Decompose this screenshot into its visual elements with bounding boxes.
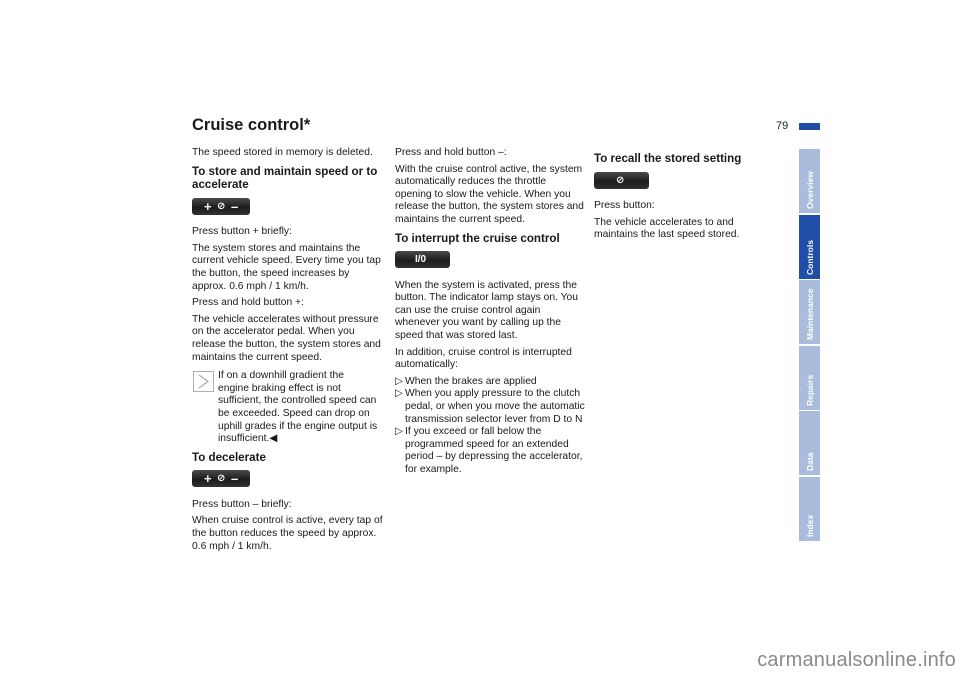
- side-tabs: [799, 149, 820, 542]
- plus-icon: +: [204, 198, 212, 214]
- tab-label: Repairs: [804, 374, 815, 406]
- paragraph: Press button – briefly:: [192, 498, 292, 510]
- tab-label: Controls: [804, 239, 815, 275]
- cruise-control-button-icon: [192, 198, 250, 215]
- tab-overview[interactable]: [799, 149, 820, 213]
- recall-button-icon: [594, 172, 649, 189]
- watermark: carmanualsonline.info: [757, 649, 956, 671]
- paragraph: The vehicle accelerates without pressure on the accelerator pedal. When you release the button, the system stores and maintains the current speed.: [192, 313, 381, 363]
- column-1: [192, 147, 385, 557]
- paragraph: In addition, cruise control is interrupted automatically:: [395, 346, 572, 371]
- list-item: ▷ When the brakes are applied: [395, 375, 537, 387]
- tab-label: Maintenance: [804, 288, 815, 340]
- tab-label: Index: [804, 514, 815, 537]
- bullet-arrow-icon: ▷: [395, 375, 403, 387]
- paragraph: Press and hold button +:: [192, 297, 304, 309]
- list-item: ▷ If you exceed or fall below the programmed speed for an extended period – by depressing the accelerator, for example.: [395, 426, 583, 475]
- bullet-arrow-icon: ▷: [395, 426, 403, 438]
- cruise-control-button-icon: [192, 470, 250, 487]
- plus-icon: +: [204, 471, 212, 487]
- heading-recall: To recall the stored setting: [594, 152, 742, 165]
- page-title: Cruise control*: [192, 116, 311, 134]
- paragraph: When cruise control is active, every tap of the button reduces the speed by approx. 0.6 mph / 1 km/h.: [192, 515, 383, 552]
- minus-icon: –: [231, 471, 239, 487]
- tab-label: Overview: [804, 171, 815, 209]
- tab-index[interactable]: [799, 477, 820, 541]
- bullet-arrow-icon: ▷: [395, 388, 403, 400]
- io-button-icon: [395, 251, 450, 268]
- speedometer-icon: ⊘: [616, 174, 625, 186]
- column-3: [594, 147, 779, 246]
- interrupt-conditions-list: [395, 376, 585, 477]
- heading-decelerate: To decelerate: [192, 450, 266, 464]
- note-text: engine braking effect is not sufficient, the controlled speed can be exceeded. Speed can drop on uphill grades if the engine output is insufficient.◀: [218, 382, 378, 445]
- page-number: 79: [776, 120, 789, 132]
- speedometer-icon: ⊘: [217, 473, 226, 485]
- paragraph: The vehicle accelerates to and maintains the last speed stored.: [594, 216, 740, 241]
- intro-text: The speed stored in memory is deleted.: [192, 147, 373, 158]
- paragraph: With the cruise control active, the system automatically reduces the throttle opening to slow the vehicle. When you release the button, the system stores and maintains the current speed.: [395, 163, 584, 225]
- note-first-line: If on a downhill gradient the: [218, 370, 344, 382]
- note-triangle-icon: [193, 371, 214, 392]
- heading-interrupt: To interrupt the cruise control: [395, 231, 560, 245]
- note-box: [192, 370, 385, 446]
- page-marker: [799, 123, 820, 130]
- paragraph: The system stores and maintains the current vehicle speed. Every time you tap the button, the speed increases by approx. 0.6 mph / 1 km/h.: [192, 242, 381, 292]
- paragraph: When the system is activated, press the button. The indicator lamp stays on. You can use the cruise control again whenever you want by calling up the speed that was stored last.: [395, 279, 578, 342]
- tab-controls[interactable]: [799, 215, 820, 279]
- paragraph: Press and hold button –:: [395, 147, 507, 158]
- tab-label: Data: [804, 452, 815, 471]
- paragraph: Press button + briefly:: [192, 226, 292, 238]
- tab-maintenance[interactable]: [799, 280, 820, 344]
- io-label: I/0: [415, 254, 427, 266]
- tab-repairs[interactable]: [799, 346, 820, 410]
- minus-icon: –: [231, 198, 239, 214]
- column-2: [395, 147, 585, 477]
- tab-data[interactable]: [799, 411, 820, 475]
- list-item: ▷ When you apply pressure to the clutch pedal, or when you move the automatic transmission selector lever from D to N: [395, 388, 585, 425]
- speedometer-icon: ⊘: [217, 200, 226, 212]
- paragraph: Press button:: [594, 200, 655, 212]
- heading-store-speed: To store and maintain speed or to accelerate: [192, 164, 378, 192]
